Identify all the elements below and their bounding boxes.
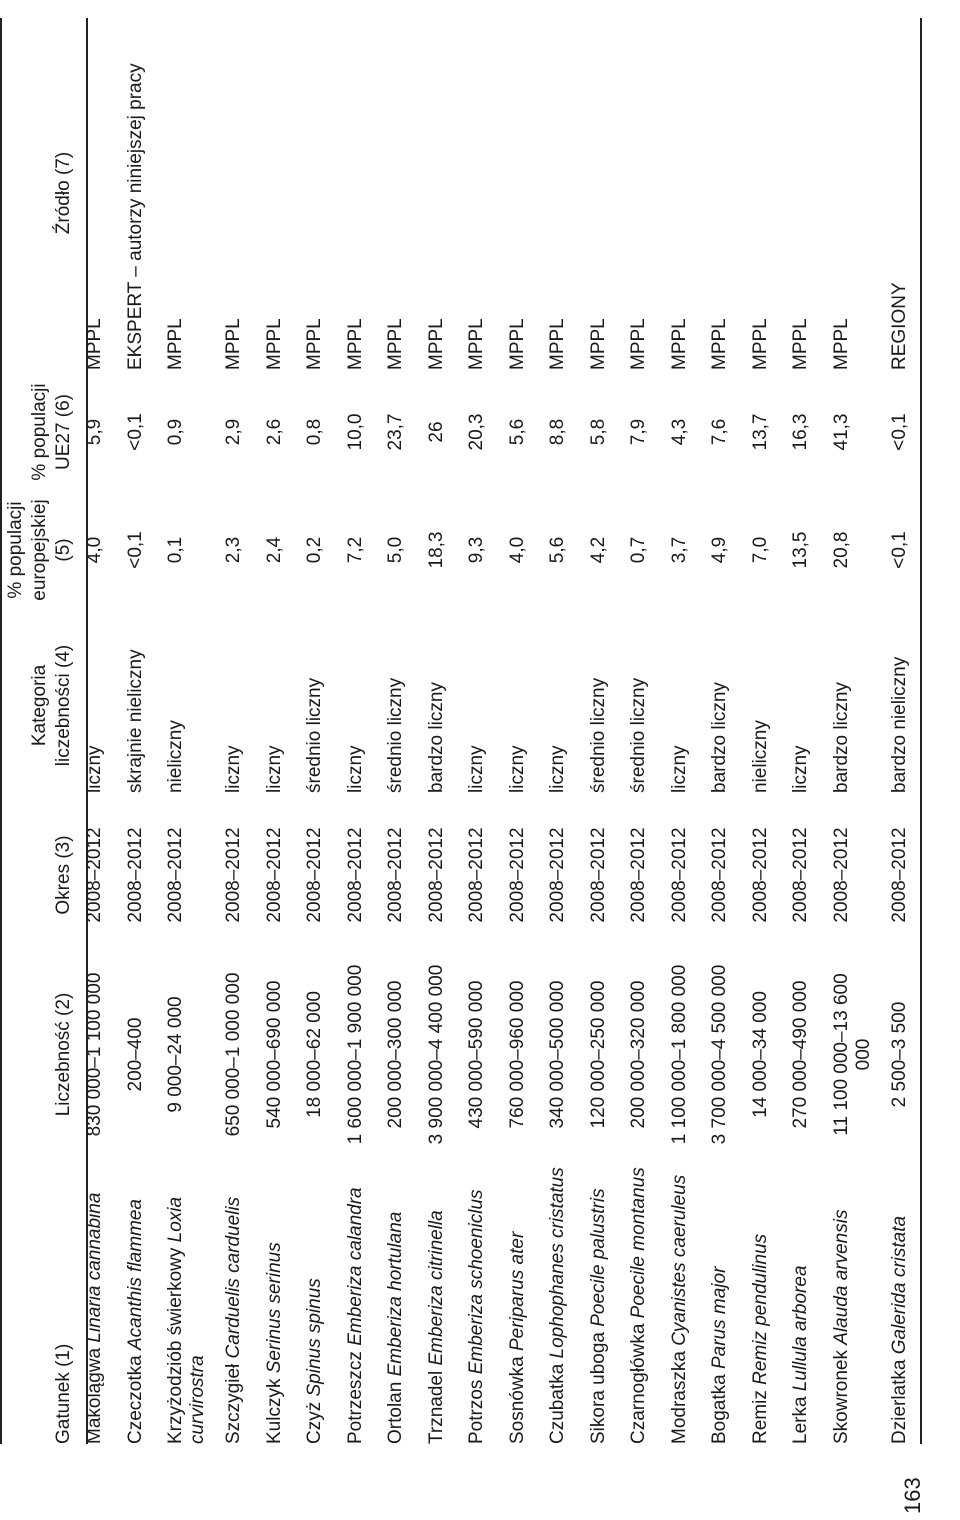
species-latin-name: Lullula arborea [790,1265,811,1392]
population-count: 2 500–3 500 [888,1001,910,1108]
ue27-pct: <0,1 [888,413,910,451]
abundance-category: średnio liczny [304,677,325,793]
period: 2008–2012 [749,827,771,923]
species-latin-name: Serinus serinus [263,1242,285,1374]
ue27-pct: 41,3 [830,413,852,451]
period: 2008–2012 [628,827,649,923]
species-latin-name: Lophophanes cristatus [547,1167,568,1359]
table-body [84,10,929,1450]
population-count: 200–400 [124,1017,146,1092]
header-count: Liczebność (2) [53,992,74,1117]
table-header-row [0,10,84,1450]
species-name [750,1158,791,1450]
abundance-category: bardzo liczny [830,682,852,793]
species-latin-name: Acanthis flammea [124,1199,146,1351]
period: 2008–2012 [709,827,730,923]
species-name [831,1158,889,1450]
table-row [507,10,548,1450]
species-name [264,1158,305,1450]
species-name [223,1158,264,1450]
source: MPPL [263,318,285,370]
abundance-category: liczny [506,745,528,793]
species-latin-name: Parus major [709,1266,730,1369]
source: MPPL [466,318,487,370]
species-name [507,1158,548,1450]
source: MPPL [587,318,609,370]
population-count: 1 100 000–1 800 000 [668,964,690,1145]
abundance-category: liczny [263,745,285,793]
species-name [345,1158,386,1450]
period: 2008–2012 [790,827,811,923]
species-common-name: Czubatka [547,1358,568,1444]
european-pct: 13,5 [790,531,811,569]
period: 2008–2012 [888,827,910,923]
population-count: 3 900 000–4 400 000 [425,964,447,1145]
population-count: 18 000–62 000 [304,991,325,1118]
ue27-pct: 5,8 [587,418,609,446]
table-row [223,10,264,1450]
source: MPPL [709,318,730,370]
abundance-category: bardzo liczny [709,682,730,793]
page-number: 163 [900,1477,925,1514]
ue27-pct: 8,8 [547,418,568,446]
species-name [669,1158,710,1450]
source: MPPL [547,318,568,370]
population-count: 760 000–960 000 [506,980,528,1129]
european-pct: 5,6 [547,536,568,564]
ue27-pct: 26 [425,421,447,443]
source: MPPL [668,318,690,370]
species-name [588,1158,629,1450]
species-common-name: Remiz [749,1384,771,1444]
ue27-pct: 23,7 [385,413,406,451]
species-common-name: Makolągwa [84,1342,105,1444]
period: 2008–2012 [547,827,568,923]
ue27-pct: 10,0 [344,413,366,451]
source: MPPL [84,318,105,370]
source: MPPL [304,318,325,370]
period: 2008–2012 [425,827,447,923]
source: MPPL [344,318,366,370]
ue27-pct: 16,3 [790,413,811,451]
species-latin-name: Carduelis carduelis [223,1196,244,1359]
population-count: 340 000–500 000 [547,980,568,1129]
species-latin-name: Emberiza citrinella [425,1210,447,1366]
species-table [0,10,929,1450]
population-count: 650 000–1 000 000 [223,972,244,1137]
species-name [709,1158,750,1450]
abundance-category: bardzo nieliczny [888,656,910,793]
european-pct: 4,0 [84,536,105,564]
table-row [345,10,386,1450]
species-name [125,1158,166,1450]
table-row [750,10,791,1450]
abundance-category: średnio liczny [385,677,406,793]
european-pct: 9,3 [466,536,487,564]
species-name [628,1158,669,1450]
european-pct: 0,1 [165,536,186,564]
species-common-name: Lerka [790,1391,811,1444]
european-pct: 4,9 [709,536,730,564]
period: 2008–2012 [830,827,852,923]
species-latin-name: Cyanistes caeruleus [668,1174,690,1346]
ue27-pct: 2,6 [263,418,285,446]
european-pct: 0,2 [304,536,325,564]
species-latin-name: Emberiza calandra [344,1187,366,1346]
species-latin-name: Galerida cristata [888,1215,910,1355]
european-pct: 20,8 [830,531,852,569]
header-ue27-pct: % populacji UE27 (6) [29,383,74,481]
species-common-name: Bogatka [709,1369,730,1444]
species-common-name: Czeczotka [124,1350,146,1444]
population-count: 120 000–250 000 [587,980,609,1129]
period: 2008–2012 [466,827,487,923]
species-latin-name: Alauda arvensis [830,1209,852,1345]
species-latin-name: Spinus spinus [304,1278,325,1397]
species-common-name: Sikora uboga [587,1326,609,1444]
header-category: Kategoria liczebności (4) [29,644,74,767]
table-row [84,10,125,1450]
species-common-name: Trznadel [425,1365,447,1444]
species-name [547,1158,588,1450]
population-count: 9 000–24 000 [165,996,186,1113]
species-common-name: Dzierlatka [888,1354,910,1444]
period: 2008–2012 [124,827,146,923]
species-common-name: Potrzos [466,1374,487,1444]
abundance-category: liczny [344,745,366,793]
species-name [889,1158,930,1450]
species-common-name: Kulczyk [263,1373,285,1444]
species-name [385,1158,426,1450]
species-name [790,1158,831,1450]
european-pct: 2,3 [223,536,244,564]
period: 2008–2012 [304,827,325,923]
source: MPPL [223,318,244,370]
table-row [831,10,889,1450]
table-row [588,10,629,1450]
european-pct: 7,0 [749,536,771,564]
species-latin-name: Loxia curvirostra [165,1196,208,1444]
species-common-name: Skowronek [830,1344,852,1444]
ue27-pct: 7,9 [628,418,649,446]
abundance-category: liczny [547,745,568,793]
table-bottom-rule [920,18,922,1444]
species-common-name: Czarnogłówka [628,1318,649,1444]
period: 2008–2012 [263,827,285,923]
species-common-name: Sosnówka [506,1351,528,1444]
abundance-category: nieliczny [165,720,186,793]
ue27-pct: 0,9 [165,418,186,446]
abundance-category: liczny [466,745,487,793]
species-name [84,1158,125,1450]
population-count: 200 000–320 000 [628,980,649,1129]
abundance-category: liczny [223,745,244,793]
population-count: 540 000–690 000 [263,980,285,1129]
source: REGIONY [888,282,910,370]
population-count: 3 700 000–4 500 000 [709,964,730,1145]
species-latin-name: Poecile palustris [587,1188,609,1327]
abundance-category: średnio liczny [587,677,609,793]
table-row [385,10,426,1450]
source: MPPL [506,318,528,370]
table-row [426,10,467,1450]
abundance-category: nieliczny [749,720,771,793]
table-row [547,10,588,1450]
population-count: 430 000–590 000 [466,980,487,1129]
ue27-pct: 7,6 [709,418,730,446]
table-row [669,10,710,1450]
species-common-name: Modraszka [668,1345,690,1444]
species-common-name: Ortolan [385,1376,406,1444]
source: MPPL [628,318,649,370]
ue27-pct: 5,6 [506,418,528,446]
species-latin-name: Poecile montanus [628,1167,649,1319]
table-row [628,10,669,1450]
header-species: Gatunek (1) [53,1343,74,1444]
table-row [790,10,831,1450]
period: 2008–2012 [668,827,690,923]
abundance-category: średnio liczny [628,677,649,793]
population-count: 11 100 000–13 600 000 [830,973,874,1136]
table-row [264,10,305,1450]
european-pct: 18,3 [425,531,447,569]
species-name [426,1158,467,1450]
european-pct: 4,0 [506,536,528,564]
period: 2008–2012 [506,827,528,923]
european-pct: 4,2 [587,536,609,564]
species-common-name: Potrzeszcz [344,1345,366,1444]
source: MPPL [425,318,447,370]
source: MPPL [385,318,406,370]
period: 2008–2012 [165,827,186,923]
species-latin-name: Emberiza schoeniclus [466,1189,487,1375]
abundance-category: liczny [790,745,811,793]
european-pct: 2,4 [263,536,285,564]
european-pct: 5,0 [385,536,406,564]
period: 2008–2012 [223,827,244,923]
population-count: 1 600 000–1 900 000 [344,964,366,1145]
european-pct: <0,1 [124,531,146,569]
table-row [125,10,166,1450]
ue27-pct: 13,7 [749,413,771,451]
abundance-category: skrajnie nieliczny [124,649,146,793]
european-pct: 3,7 [668,536,690,564]
ue27-pct: 0,8 [304,418,325,446]
species-common-name: Szczygieł [223,1358,244,1444]
abundance-category: bardzo liczny [425,682,447,793]
table-row [709,10,750,1450]
ue27-pct: 5,9 [84,418,105,446]
period: 2008–2012 [587,827,609,923]
source: EKSPERT – autorzy niniejszej pracy [124,63,146,370]
header-source: Źródło (7) [53,151,74,235]
ue27-pct: <0,1 [124,413,146,451]
period: 2008–2012 [84,827,105,923]
ue27-pct: 4,3 [668,418,690,446]
european-pct: <0,1 [888,531,910,569]
species-latin-name: Remiz pendulinus [749,1233,771,1385]
header-period: Okres (3) [53,835,74,915]
species-latin-name: Periparus ater [506,1231,528,1352]
source: MPPL [165,318,186,370]
source: MPPL [830,318,852,370]
species-name [165,1158,223,1450]
ue27-pct: 2,9 [223,418,244,446]
table-row [165,10,223,1450]
european-pct: 7,2 [344,536,366,564]
population-count: 200 000–300 000 [385,980,406,1129]
table-row [466,10,507,1450]
ue27-pct: 20,3 [466,413,487,451]
period: 2008–2012 [344,827,366,923]
species-name [466,1158,507,1450]
species-common-name: Czyż [304,1396,325,1444]
species-latin-name: Linaria cannabina [84,1192,105,1343]
population-count: 14 000–34 000 [749,991,771,1118]
header-european-pct: % populacji europejskiej (5) [5,499,74,601]
population-count: 830 000–1 100 000 [84,972,105,1137]
species-name [304,1158,345,1450]
abundance-category: liczny [84,745,105,793]
table-row [889,10,930,1450]
period: 2008–2012 [385,827,406,923]
european-pct: 0,7 [628,536,649,564]
table-row [304,10,345,1450]
species-common-name: Krzyżodziób świerkowy [165,1242,186,1444]
population-count: 270 000–490 000 [790,980,811,1129]
species-latin-name: Emberiza hortulana [385,1211,406,1377]
abundance-category: liczny [668,745,690,793]
source: MPPL [790,318,811,370]
source: MPPL [749,318,771,370]
